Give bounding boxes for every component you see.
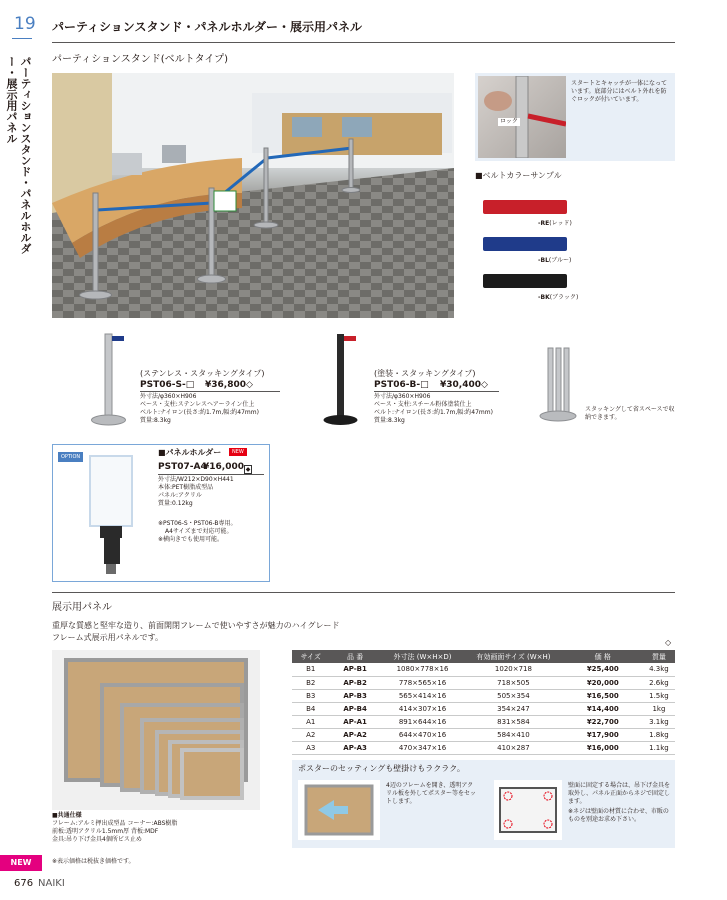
stainless-stand-image [90,328,130,428]
belt-swatch-red [483,200,567,214]
table-cell: A3 [292,741,329,754]
table-row [292,663,675,676]
poster-note-3: ※ネジは壁面の材質に合わせ、市販のものを別途お求め下さい。 [568,808,669,823]
table-cell: 584×410 [464,728,562,741]
panel-holder-note-line: A4サイズまで対応可能。 [165,528,233,535]
stacking-note: スタッキングして省スペースで収納できます。 [585,406,675,421]
room-photo [52,73,454,318]
panel-holder-spec-line: 外寸法/W212×D90×H441 [158,476,234,483]
table-cell: 505×354 [464,689,562,702]
table-cell: B1 [292,663,329,676]
panel-holder-notes [158,520,237,544]
table-cell: 644×470×16 [381,728,464,741]
table-cell: B3 [292,689,329,702]
table-cell: ¥16,000 [563,741,643,754]
header-price: 価 格 [563,650,643,663]
poster-setting-title: ポスターのセッティングも壁掛けもラクラク。 [298,764,465,773]
product-2-code: PST06-B-□ [374,380,429,390]
product-2-price: ¥30,400◇ [440,380,488,390]
new-badge: NEW [0,855,42,871]
product-1-spec-line: ベルト:ナイロン(長さ:約1.7m,幅:約47mm) [140,409,259,416]
table-cell: 470×347×16 [381,741,464,754]
poster-note-1: 4辺のフレームを開き、透明アクリル板を外してポスター等をセットします。 [386,782,477,805]
panel-holder-spec-line: パネル:アクリル [158,492,202,499]
lock-illustration [478,76,566,158]
product-2-type: (塗装・スタッキングタイプ) [374,369,476,378]
belt-swatch-blue [483,237,567,251]
table-cell: 1.1kg [643,741,675,754]
belt-label-red: -RE(レッド) [538,220,572,227]
lock-label: ロック [500,118,518,125]
product-1-specs [140,393,259,425]
option-tab: OPTION [58,452,83,462]
table-cell: 718×505 [464,676,562,689]
table-body [292,663,675,754]
display-panel-title: 展示用パネル [52,602,112,613]
table-cell: AP-B4 [329,702,380,715]
page-section-number: 19 [14,14,36,34]
painted-stand-image [322,328,362,428]
common-spec-line: 金具:吊り下げ金具4個所ビス止め [52,836,142,843]
panel-holder-code: PST07-A4 [158,462,207,472]
panel-holder-title: ■パネルホルダー [158,448,222,457]
header-screen-size: 有効画面サイズ (W×H) [464,650,562,663]
product-2-spec-line: ベルト:ナイロン(長さ:約1.7m,幅:約47mm) [374,409,493,416]
product-2-spec-line: 外寸法/φ360×H906 [374,393,431,400]
table-cell: A2 [292,728,329,741]
tax-note: ※表示価格は税抜き価格です。 [52,858,135,865]
panel-holder-spec-line: 本体:PET樹脂成型品 [158,484,214,491]
panel-holder-specs [158,476,234,508]
table-cell: AP-B1 [329,663,380,676]
belt-color-heading: ■ベルトカラーサンプル [475,171,562,180]
table-row [292,741,675,754]
common-spec-line: フレーム:アルミ押出成型品 コーナー:ABS樹脂 [52,820,178,827]
table-cell: 1.8kg [643,728,675,741]
table-cell: ¥16,500 [563,689,643,702]
table-cell: 831×584 [464,715,562,728]
lock-note: スタートとキャッチが一体になっています。底部分にはベルト外れを防ぐロックが付いています。 [571,80,668,103]
table-row [292,715,675,728]
table-cell: 354×247 [464,702,562,715]
table-cell: 410×287 [464,741,562,754]
table-cell: ¥22,700 [563,715,643,728]
table-cell: ¥25,400 [563,663,643,676]
section-rule [12,38,32,39]
table-cell: B2 [292,676,329,689]
product-1-spec-line: ベース・支柱:ステンレスヘアーライン仕上 [140,401,255,408]
table-cell: ¥20,000 [563,676,643,689]
table-cell: AP-A2 [329,728,380,741]
table-cell: 1080×778×16 [381,663,464,676]
header-size: サイズ [292,650,329,663]
panel-holder-image [88,452,138,577]
product-1-rule [140,391,280,392]
header-outer-size: 外寸法 (W×H×D) [381,650,464,663]
panel-holder-note-line: ※PST06-S・PST06-B専用。 [158,520,237,527]
table-cell: ¥14,400 [563,702,643,715]
poster-note-2: 壁面に固定する場合は、吊下げ金具を取外し、パネル正面からネジで固定します。 [568,782,671,805]
table-cell: 565×414×16 [381,689,464,702]
table-cell: B4 [292,702,329,715]
table-cell: 4.3kg [643,663,675,676]
belt-sample-red [483,200,567,214]
product-2-specs [374,393,493,425]
panel-stack-image [52,650,260,810]
panel-holder-note-line: ※横向きでも使用可能。 [158,536,224,543]
panel-holder-rule [158,474,264,475]
panel-holder-new-badge: NEW [229,448,247,456]
product-2-spec-line: 質量:8.3kg [374,417,405,424]
product-2-rule [374,391,499,392]
header-code: 品 番 [329,650,380,663]
table-cell: AP-B3 [329,689,380,702]
belt-sample-blue [483,237,567,251]
table-cell: AP-A3 [329,741,380,754]
belt-label-blue: -BL(ブルー) [538,257,572,264]
table-cell: 1.5kg [643,689,675,702]
common-spec-box [52,812,260,848]
table-cell: A1 [292,715,329,728]
table-cell: 3.1kg [643,715,675,728]
product-1-spec-line: 外寸法/φ360×H906 [140,393,197,400]
page-number: 676 [14,878,34,889]
product-1-code: PST06-S-□ [140,380,195,390]
table-header-row [292,650,675,663]
common-spec-line: 前板:透明アクリル1.5mm厚 背板:MDF [52,828,159,835]
table-row [292,728,675,741]
header-rule [52,42,675,43]
table-cell: 1020×718 [464,663,562,676]
panel-holder-price-mark: ◆ [245,466,251,473]
wall-mount-image [494,780,562,840]
product-1-type: (ステンレス・スタッキングタイプ) [140,369,265,378]
panel-holder-spec-line: 質量:0.12kg [158,500,193,507]
frame-opening-image [298,780,380,840]
table-cell: AP-B2 [329,676,380,689]
common-spec-heading: ■共通仕様 [52,812,82,819]
panel-holder-price: ¥16,000 [203,462,244,472]
display-panel-rule [52,592,675,593]
table-row [292,702,675,715]
belt-swatch-black [483,274,567,288]
table-cell: AP-A1 [329,715,380,728]
lock-photo [478,76,566,158]
product-2-spec-line: ベース・支柱:スチール粉体塗装仕上 [374,401,472,408]
table-diamond-mark: ◇ [665,638,672,647]
brand-name: NAIKI [38,878,65,889]
table-row [292,689,675,702]
table-cell: ¥17,900 [563,728,643,741]
product-1-price: ¥36,800◇ [205,380,253,390]
table-cell: 1kg [643,702,675,715]
belt-sample-black [483,274,567,288]
side-label: パーティションスタンド・パネルホルダー・展示用パネル [5,56,32,254]
belt-label-black: -BK(ブラック) [538,294,579,301]
display-panel-description: 重厚な質感と堅牢な造り、前面開閉フレームで使いやすさが魅力のハイグレードフレーム式展示用パネルです。 [52,621,340,642]
header-weight: 質量 [643,650,675,663]
panel-size-table [292,650,675,755]
table-cell: 891×644×16 [381,715,464,728]
belt-section-title: パーティションスタンド(ベルトタイプ) [52,54,229,65]
table-row [292,676,675,689]
table-cell: 2.6kg [643,676,675,689]
stacked-stands-image [538,342,583,424]
table-cell: 414×307×16 [381,702,464,715]
section-title: パーティションスタンド・パネルホルダー・展示用パネル [52,20,362,34]
room-photo-illustration [52,73,454,318]
table-cell: 778×565×16 [381,676,464,689]
product-1-spec-line: 質量:8.3kg [140,417,171,424]
